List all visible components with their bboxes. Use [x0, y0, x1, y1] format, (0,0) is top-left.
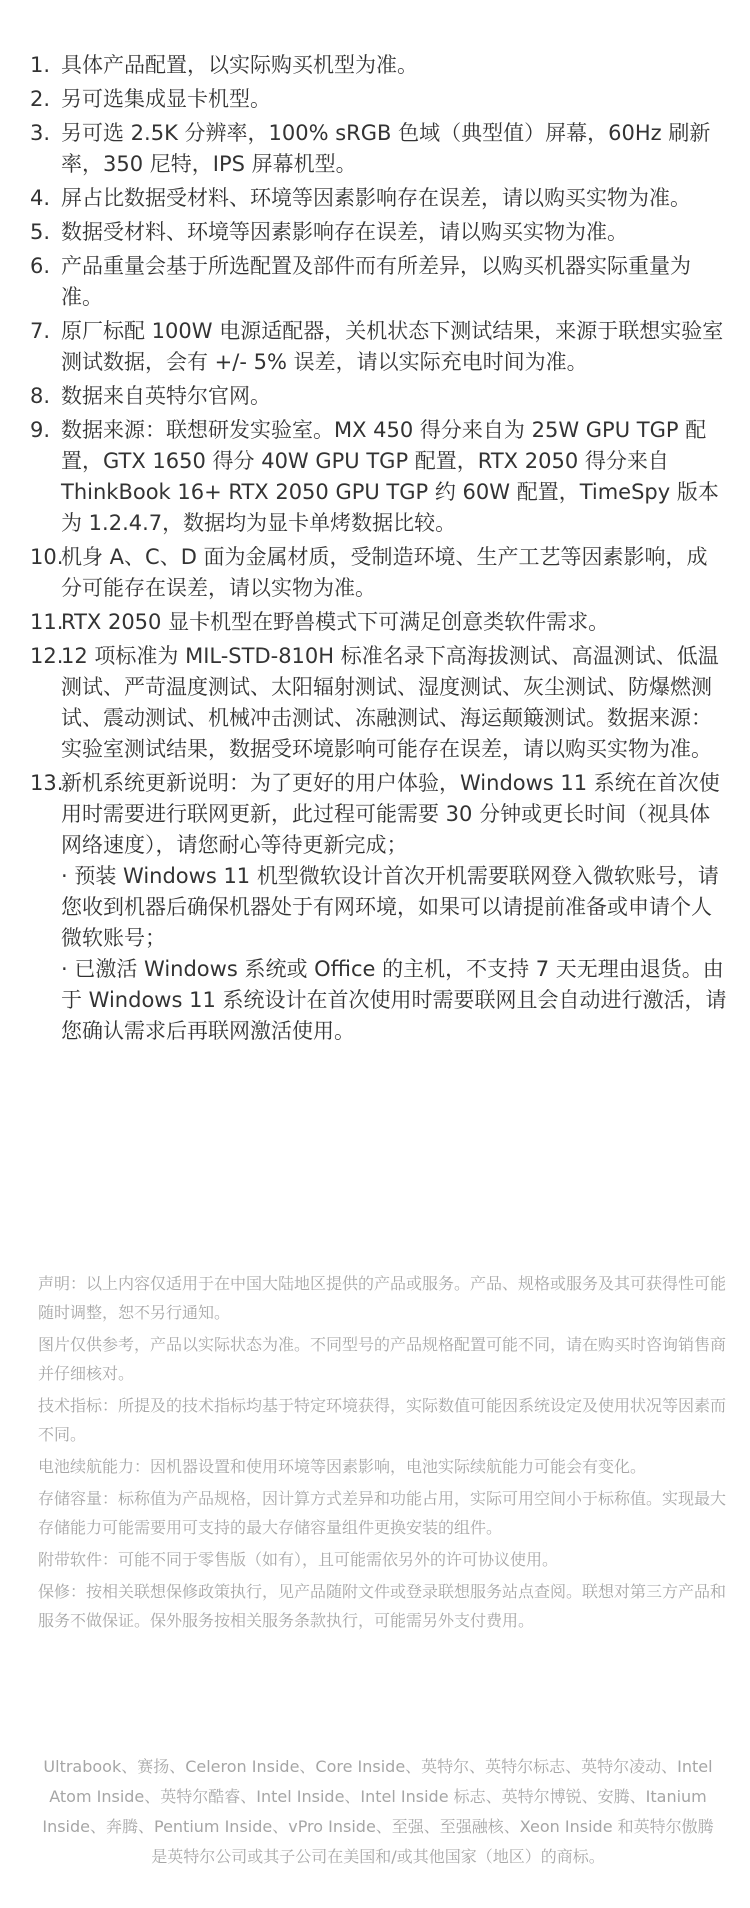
footnote-item: [30, 641, 728, 765]
footnote-number: 7.: [30, 319, 51, 343]
footnote-subitem-return-policy: · 已激活 Windows 系统或 Office 的主机，不支持 7 天无理由退货。由于 Windows 11 系统设计在首次使用时需要联网且会自动进行激活，请您确认需求后再联网激活使用。: [61, 957, 727, 1043]
footnote-item: [30, 118, 728, 180]
footnote-text: 机身 A、C、D 面为金属材质，受制造环境、生产工艺等因素影响，成分可能存在误差，请以实物为准。: [61, 545, 708, 600]
footnote-item: [30, 183, 728, 214]
footnote-number: 11.: [30, 610, 64, 634]
disclaimer-technical-specs: 技术指标：所提及的技术指标均基于特定环境获得，实际数值可能因系统设定及使用状况等因素而不同。: [38, 1396, 727, 1444]
disclaimer-battery-life: 电池续航能力：因机器设置和使用环境等因素影响，电池实际续航能力可能会有变化。: [38, 1457, 647, 1476]
footnote-item: [30, 381, 728, 412]
footnote-number: 9.: [30, 418, 51, 442]
footnote-text: 12 项标准为 MIL-STD-810H 标准名录下高海拔测试、高温测试、低温测试、严苛温度测试、太阳辐射测试、湿度测试、灰尘测试、防爆燃测试、震动测试、机械冲击测试、冻融测试、海运颠簸测试。数据来源：实验室测试结果，数据受环境影响可能存在误差，请以购买实物为准。: [61, 644, 719, 761]
disclaimer-warranty: 保修：按相关联想保修政策执行，见产品随附文件或登录联想服务站点查阅。联想对第三方产品和服务不做保证。保外服务按相关服务条款执行，可能需另外支付费用。: [38, 1582, 727, 1630]
footnote-number: 2.: [30, 87, 51, 111]
footnote-number: 12.: [30, 644, 64, 668]
footnote-item: [30, 84, 728, 115]
footnote-number: 3.: [30, 121, 51, 145]
footnote-item: [30, 50, 728, 81]
legal-disclaimer: [38, 1269, 728, 1638]
footnotes-list: [30, 50, 728, 1050]
footnote-number: 6.: [30, 254, 51, 278]
footnote-text: RTX 2050 显卡机型在野兽模式下可满足创意类软件需求。: [61, 610, 610, 634]
footnote-item: [30, 607, 728, 638]
disclaimer-statement: 声明：以上内容仅适用于在中国大陆地区提供的产品或服务。产品、规格或服务及其可获得性可能随时调整，恕不另行通知。: [38, 1274, 727, 1322]
footnote-item: [30, 542, 728, 604]
footnote-text: 数据来自英特尔官网。: [61, 384, 271, 408]
trademark-notice: Ultrabook、赛扬、Celeron Inside、Core Inside、英特尔、英特尔标志、英特尔凌动、Intel Atom Inside、英特尔酷睿、Intel Inside、Intel Inside 标志、英特尔博锐、安腾、Itanium Inside、奔腾、Pentium Inside、vPro Inside、至强、至强融核、Xeon Inside 和英特尔傲腾是英特尔公司或其子公司在美国和/或其他国家（地区）的商标。: [42, 1757, 714, 1866]
footnote-number: 1.: [30, 53, 51, 77]
footnote-number: 10.: [30, 545, 64, 569]
footnote-item: [30, 217, 728, 248]
footnote-text: 数据受材料、环境等因素影响存在误差，请以购买实物为准。: [61, 220, 628, 244]
footnote-number: 13.·: [30, 771, 71, 795]
footnote-text: 另可选 2.5K 分辨率，100% sRGB 色域（典型值）屏幕，60Hz 刷新率，350 尼特，IPS 屏幕机型。: [61, 121, 711, 176]
footnote-text: 产品重量会基于所选配置及部件而有所差异，以购买机器实际重量为准。: [61, 254, 691, 309]
footnote-item-system-update: [30, 768, 728, 1047]
footnote-item: [30, 316, 728, 378]
footnote-number: 8.: [30, 384, 51, 408]
disclaimer-image-reference: 图片仅供参考，产品以实际状态为准。不同型号的产品规格配置可能不同，请在购买时咨询销售商并仔细核对。: [38, 1335, 727, 1383]
footnote-number: 5.: [30, 220, 51, 244]
footnote-item: [30, 415, 728, 539]
footnote-text: 数据来源：联想研发实验室。MX 450 得分来自为 25W GPU TGP 配置，GTX 1650 得分 40W GPU TGP 配置，RTX 2050 得分来自 ThinkBook 16+ RTX 2050 GPU TGP 约 60W 配置，TimeSpy 版本为 1.2.4.7，数据均为显卡单烤数据比较。: [61, 418, 719, 535]
footnote-text: 新机系统更新说明：为了更好的用户体验，Windows 11 系统在首次使用时需要进行联网更新，此过程可能需要 30 分钟或更长时间（视具体网络速度），请您耐心等待更新完成；: [61, 771, 720, 857]
disclaimer-bundled-software: 附带软件：可能不同于零售版（如有），且可能需依另外的许可协议使用。: [38, 1550, 559, 1569]
disclaimer-storage-capacity: 存储容量：标称值为产品规格，因计算方式差异和功能占用，实际可用空间小于标称值。实现最大存储能力可能需要用可支持的最大存储容量组件更换安装的组件。: [38, 1489, 727, 1537]
footnote-text: 原厂标配 100W 电源适配器，关机状态下测试结果，来源于联想实验室测试数据，会有 +/- 5% 误差，请以实际充电时间为准。: [61, 319, 724, 374]
footnote-text: 屏占比数据受材料、环境等因素影响存在误差，请以购买实物为准。: [61, 186, 691, 210]
footnote-item: [30, 251, 728, 313]
footnote-number: 4.: [30, 186, 51, 210]
footnote-text: 另可选集成显卡机型。: [61, 87, 271, 111]
footnote-text: 具体产品配置，以实际购买机型为准。: [61, 53, 418, 77]
footnote-subitem-microsoft-account: · 预装 Windows 11 机型微软设计首次开机需要联网登入微软账号，请您收到机器后确保机器处于有网环境，如果可以请提前准备或申请个人微软账号；: [61, 864, 719, 950]
